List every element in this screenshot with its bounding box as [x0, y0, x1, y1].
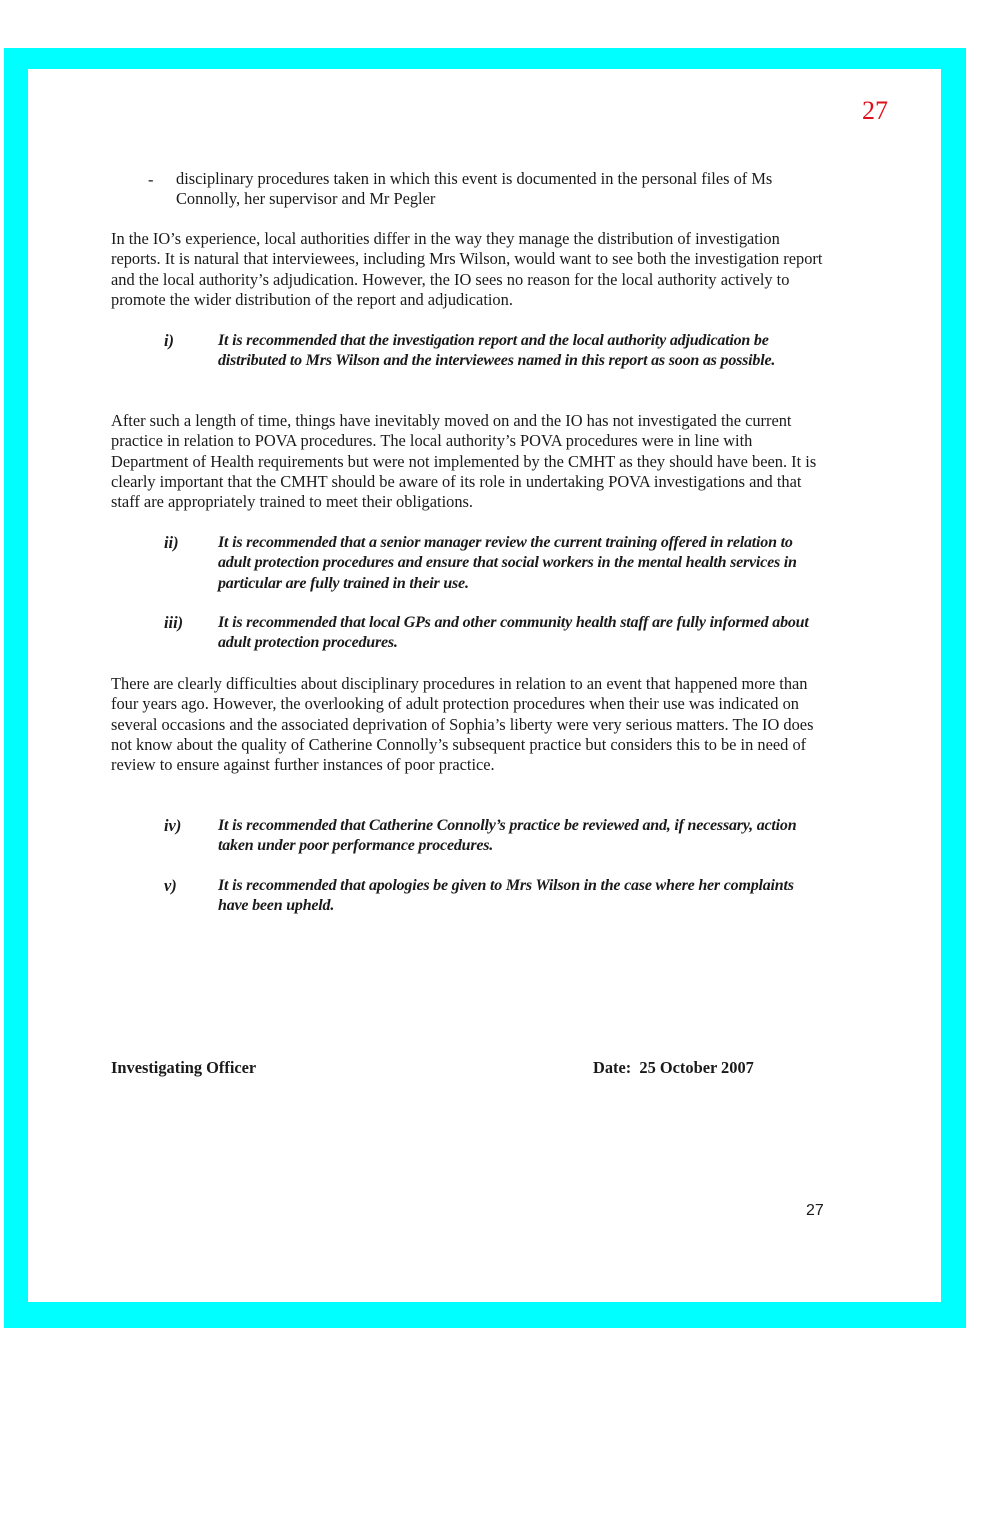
footer-page-number: 27 [806, 1202, 824, 1219]
recommendation-number: i) [164, 331, 175, 350]
bullet-marker: - [148, 170, 154, 189]
signature-role: Investigating Officer [111, 1058, 257, 1077]
paragraph-disciplinary: There are clearly difficulties about disciplinary procedures in relation to an event that happened more than four years ago. However, the overlooking of adult protection procedures when their use was indicated on several occasions and the associated deprivation of Sophia’s liberty were very serious matters. The IO does not know about the quality of Catherine Connolly’s subsequent practice but considers this to be in need of review to ensure against further instances of poor practice. [111, 674, 814, 775]
paragraph-pova: After such a length of time, things have inevitably moved on and the IO has not investigated the current practice in relation to POVA procedures. The local authority’s POVA procedures were in line with Department of Health requirements but were not implemented by the CMHT as they should have been. It is clearly important that the CMHT should be aware of its role in undertaking POVA investigations and that staff are appropriately trained to meet their obligations. [111, 411, 817, 512]
recommendation-text: It is recommended that a senior manager review the current training offered in relation to adult protection procedures and ensure that social workers in the mental health services in particular are fully trained in their use. [218, 534, 797, 592]
recommendation-text: It is recommended that local GPs and other community health staff are fully informed about adult protection procedures. [218, 614, 809, 652]
recommendation-text: It is recommended that apologies be given to Mrs Wilson in the case where her complaints have been upheld. [218, 877, 794, 915]
recommendation-number: iii) [164, 613, 184, 632]
recommendation-number: iv) [164, 816, 182, 835]
bullet-item: disciplinary procedures taken in which this event is documented in the personal files of Ms Connolly, her supervisor and Mr Pegler [176, 169, 773, 209]
signature-date: Date: 25 October 2007 [593, 1058, 754, 1077]
recommendation-number: v) [164, 876, 177, 895]
recommendation-text: It is recommended that the investigation report and the local authority adjudication be distributed to Mrs Wilson and the interviewees named in this report as soon as possible. [218, 332, 776, 370]
header-page-number: 27 [862, 96, 888, 125]
recommendation-number: ii) [164, 533, 179, 552]
recommendation-text: It is recommended that Catherine Connolly’s practice be reviewed and, if necessary, action taken under poor performance procedures. [218, 817, 797, 855]
paragraph-distribution: In the IO’s experience, local authorities differ in the way they manage the distribution of investigation reports. It is natural that interviewees, including Mrs Wilson, would want to see both the investigation report and the local authority’s adjudication. However, the IO sees no reason for the local authority actively to promote the wider distribution of the report and adjudication. [111, 229, 823, 309]
